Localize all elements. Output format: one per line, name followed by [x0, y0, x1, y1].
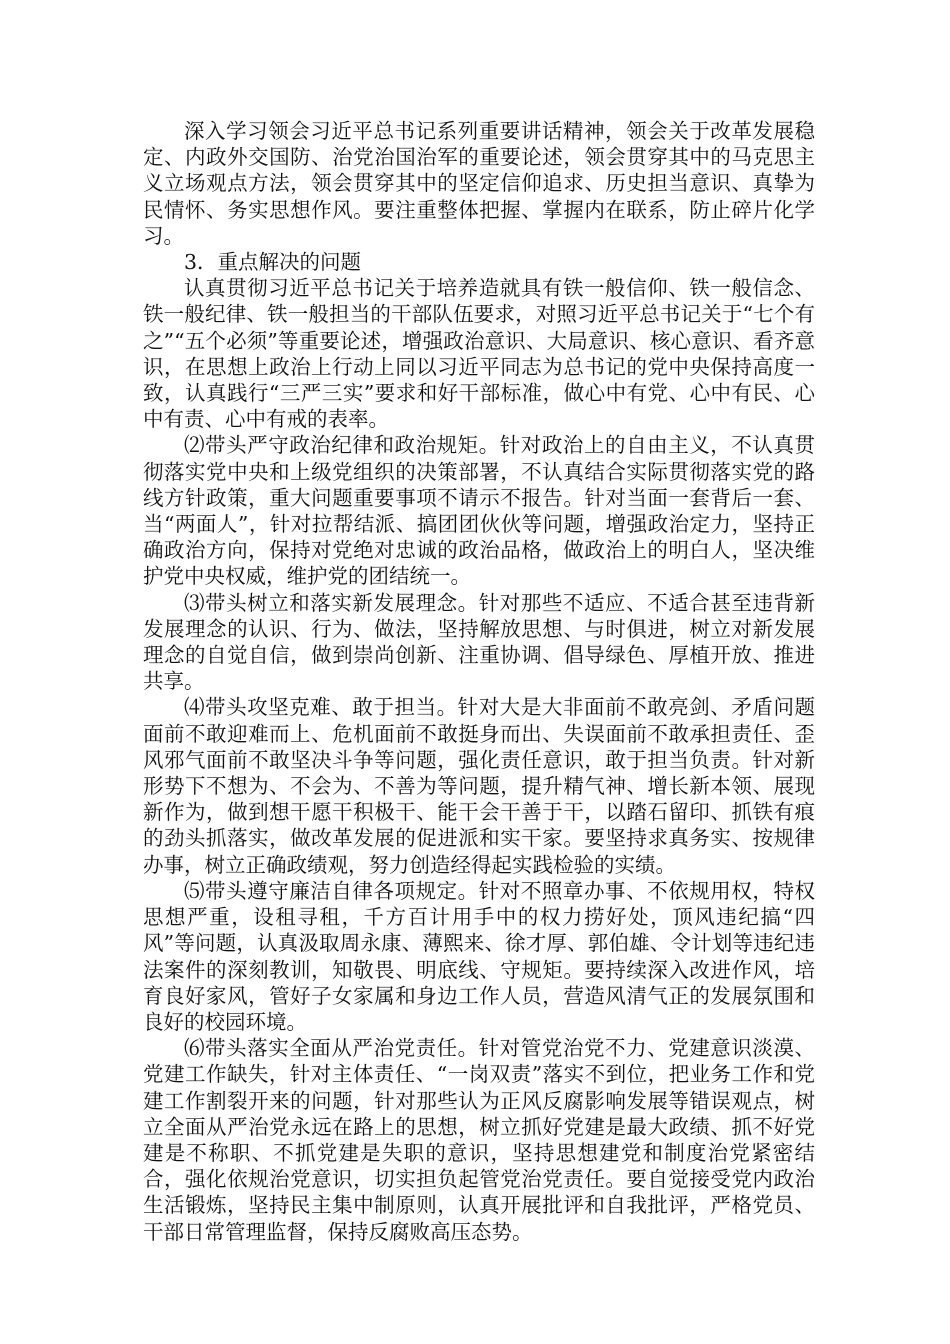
paragraph-study-speeches: 深入学习领会习近平总书记系列重要讲话精神，领会关于改革发展稳定、内政外交国防、治党治国治军的重要论述，领会贯穿其中的马克思主义立场观点方法，领会贯穿其中的坚定信仰追求、历史担当意识、真挚为民情怀、务实思想作风。要注重整体把握、掌握内在联系，防止碎片化学习。: [143, 119, 815, 248]
paragraph-item-3-development-concept: ⑶带头树立和落实新发展理念。针对那些不适应、不适合甚至违背新发展理念的认识、行为、做法，坚持解放思想、与时俱进，树立对新发展理念的自觉自信，做到崇尚创新、注重协调、倡导绿色、厚植开放、推进共享。: [143, 590, 815, 694]
paragraph-item-4-take-responsibility: ⑷带头攻坚克难、敢于担当。针对大是大非面前不敢亮剑、矛盾问题面前不敢迎难而上、危机面前不敢挺身而出、失误面前不敢承担责任、歪风邪气面前不敢坚决斗争等问题，强化责任意识，敢于担当负责。针对新形势下不想为、不会为、不善为等问题，提升精气神、增长新本领、展现新作为，做到想干愿干积极干、能干会干善于干，以踏石留印、抓铁有痕的劲头抓落实，做改革发展的促进派和实干家。要坚持求真务实、按规律办事，树立正确政绩观，努力创造经得起实践检验的实绩。: [143, 695, 815, 877]
paragraph-item-2-political-discipline: ⑵带头严守政治纪律和政治规矩。针对政治上的自由主义，不认真贯彻落实党中央和上级党组织的决策部署，不认真结合实际贯彻落实党的路线方针政策，重大问题重要事项不请示不报告。针对当面一套背后一套、当“两面人”，针对拉帮结派、搞团团伙伙等问题，增强政治定力，坚持正确政治方向，保持对党绝对忠诚的政治品格，做政治上的明白人，坚决维护党中央权威，维护党的团结统一。: [143, 433, 815, 589]
section-heading-key-issues: 3．重点解决的问题: [184, 250, 362, 275]
document-body: [143, 118, 815, 1245]
paragraph-item-6-party-governance: ⑹带头落实全面从严治党责任。针对管党治党不力、党建意识淡漠、党建工作缺失，针对主体责任、“一岗双责”落实不到位，把业务工作和党建工作割裂开来的问题，针对那些认为正风反腐影响发展等错误观点，树立全面从严治党永远在路上的思想，树立抓好党建是最大政绩、抓不好党建是不称职、不抓党建是失职的意识，坚持思想建党和制度治党紧密结合，强化依规治党意识，切实担负起管党治党责任。要自觉接受党内政治生活锻炼，坚持民主集中制原则，认真开展批评和自我批评，严格党员、干部日常管理监督，保持反腐败高压态势。: [143, 1036, 815, 1244]
paragraph-implement-requirements: 认真贯彻习近平总书记关于培养造就具有铁一般信仰、铁一般信念、铁一般纪律、铁一般担当的干部队伍要求，对照习近平总书记关于“七个有之”“五个必须”等重要论述，增强政治意识、大局意识、核心意识、看齐意识，在思想上政治上行动上同以习近平同志为总书记的党中央保持高度一致，认真践行“三严三实”要求和好干部标准，做心中有党、心中有民、心中有责、心中有戒的表率。: [143, 276, 815, 432]
paragraph-item-5-integrity-rules: ⑸带头遵守廉洁自律各项规定。针对不照章办事、不依规用权，特权思想严重，设租寻租，千方百计用手中的权力捞好处，顶风违纪搞“四风”等问题，认真汲取周永康、薄熙来、徐才厚、郭伯雄、令计划等违纪违法案件的深刻教训，知敬畏、明底线、守规矩。要持续深入改进作风，培育良好家风，管好子女家属和身边工作人员，营造风清气正的发展氛围和良好的校园环境。: [143, 878, 815, 1034]
